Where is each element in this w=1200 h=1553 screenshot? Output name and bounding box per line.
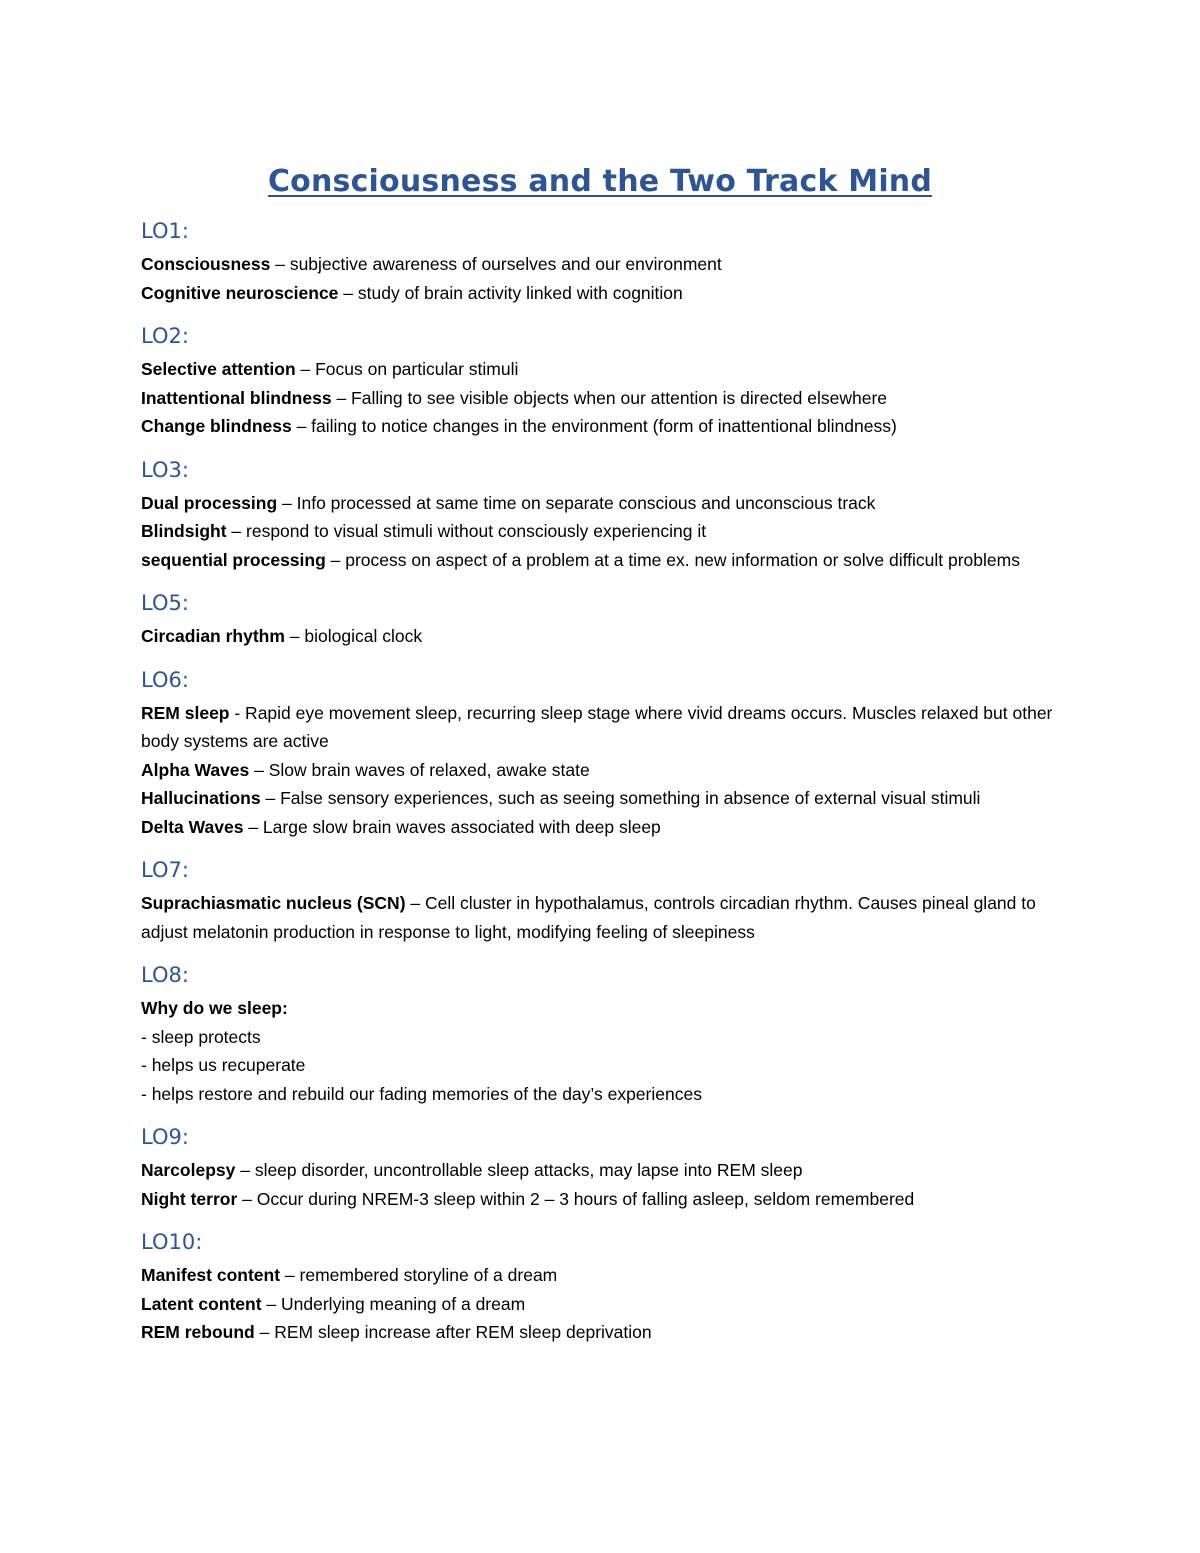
section-lo2 bbox=[141, 317, 1061, 441]
section-heading: LO8: bbox=[141, 963, 189, 987]
entry-definition: – process on aspect of a problem at a time ex. new information or solve difficult problems bbox=[325, 549, 1020, 570]
entry-term: Narcolepsy bbox=[141, 1160, 236, 1180]
section-lo6 bbox=[141, 661, 1061, 842]
section-list bbox=[141, 212, 1061, 1347]
section-lo5 bbox=[141, 584, 1061, 651]
section-lo1 bbox=[141, 212, 1061, 307]
section-heading: LO5: bbox=[141, 591, 189, 615]
section-lo3 bbox=[141, 451, 1061, 575]
definition-entry bbox=[141, 384, 1061, 413]
definition-entry bbox=[141, 699, 1061, 756]
entry-term: Blindsight bbox=[141, 521, 227, 541]
definition-entry bbox=[141, 546, 1061, 575]
section-lo8 bbox=[141, 956, 1061, 1108]
entry-term: Alpha Waves bbox=[141, 759, 250, 780]
entry-definition: - helps restore and rebuild our fading memories of the day’s experiences bbox=[141, 1083, 702, 1104]
entry-definition: – study of brain activity linked with cognition bbox=[338, 282, 683, 303]
section-heading: LO3: bbox=[141, 457, 189, 482]
definition-entry bbox=[141, 813, 1061, 842]
definition-entry bbox=[141, 1261, 1061, 1290]
entry-term: Selective attention bbox=[141, 359, 296, 379]
entry-definition: – Focus on particular stimuli bbox=[295, 359, 519, 379]
entry-definition: – REM sleep increase after REM sleep deprivation bbox=[254, 1322, 652, 1342]
entry-definition: – failing to notice changes in the environment (form of inattentional blindness) bbox=[291, 416, 897, 436]
entry-definition: – Large slow brain waves associated with deep sleep bbox=[243, 816, 661, 837]
entry-definition: – remembered storyline of a dream bbox=[280, 1265, 558, 1285]
section-lo7 bbox=[141, 851, 1061, 946]
definition-entry bbox=[141, 412, 1061, 441]
entry-definition: – Occur during NREM-3 sleep within 2 – 3 hours of falling asleep, seldom remembered bbox=[237, 1188, 915, 1209]
definition-entry bbox=[141, 1023, 1061, 1052]
section-heading: LO2: bbox=[141, 324, 189, 348]
entry-term: Dual processing bbox=[141, 492, 278, 513]
definition-entry bbox=[141, 250, 1061, 279]
entry-definition: - Rapid eye movement sleep, recurring sleep stage where vivid dreams occurs. Muscles relaxed but other body systems are active bbox=[141, 702, 1053, 751]
entry-definition: – False sensory experiences, such as seeing something in absence of external visual stimuli bbox=[260, 788, 981, 808]
entry-definition: – Slow brain waves of relaxed, awake state bbox=[249, 759, 590, 780]
section-heading: LO9: bbox=[141, 1125, 189, 1149]
entry-definition: – subjective awareness of ourselves and our environment bbox=[270, 254, 722, 274]
definition-entry bbox=[141, 756, 1061, 785]
section-heading: LO7: bbox=[141, 858, 189, 882]
entry-definition: - helps us recuperate bbox=[141, 1055, 306, 1075]
definition-entry bbox=[141, 517, 1061, 546]
definition-entry bbox=[141, 279, 1061, 308]
definition-entry bbox=[141, 784, 1061, 813]
entry-term: Night terror bbox=[141, 1188, 238, 1209]
entry-term: Delta Waves bbox=[141, 816, 244, 837]
entry-definition: – Cell cluster in hypothalamus, controls circadian rhythm. Causes pineal gland to adjust melatonin production in response to light, modifying feeling of sleepiness bbox=[141, 893, 1036, 942]
entry-term: Why do we sleep: bbox=[141, 998, 288, 1018]
entry-definition: – Falling to see visible objects when our attention is directed elsewhere bbox=[331, 387, 888, 408]
section-lo10 bbox=[141, 1223, 1061, 1347]
definition-entry bbox=[141, 622, 1061, 651]
definition-entry bbox=[141, 1080, 1061, 1109]
document-body bbox=[141, 160, 1061, 1357]
entry-definition: - sleep protects bbox=[141, 1026, 261, 1047]
entry-term: Inattentional blindness bbox=[141, 387, 332, 408]
entry-term: REM sleep bbox=[141, 702, 230, 723]
entry-term: Suprachiasmatic nucleus (SCN) bbox=[141, 893, 406, 913]
entry-definition: – Info processed at same time on separate conscious and unconscious track bbox=[277, 492, 876, 513]
section-lo9 bbox=[141, 1118, 1061, 1213]
definition-entry bbox=[141, 889, 1061, 946]
document-title: Consciousness and the Two Track Mind bbox=[267, 164, 933, 199]
entry-term: Circadian rhythm bbox=[141, 626, 285, 646]
definition-entry bbox=[141, 1318, 1061, 1347]
entry-term: REM rebound bbox=[141, 1322, 255, 1342]
entry-term: Consciousness bbox=[141, 254, 271, 274]
definition-entry bbox=[141, 355, 1061, 384]
entry-definition: – biological clock bbox=[284, 626, 423, 646]
definition-entry bbox=[141, 1051, 1061, 1080]
definition-entry bbox=[141, 1156, 1061, 1185]
entry-term: sequential processing bbox=[141, 549, 326, 570]
entry-definition: – respond to visual stimuli without consciously experiencing it bbox=[226, 521, 707, 541]
definition-entry bbox=[141, 1290, 1061, 1319]
section-heading: LO6: bbox=[141, 667, 189, 692]
definition-entry bbox=[141, 1185, 1061, 1214]
definition-entry bbox=[141, 489, 1061, 518]
entry-term: Change blindness bbox=[141, 416, 292, 436]
entry-term: Hallucinations bbox=[141, 788, 261, 808]
entry-term: Manifest content bbox=[141, 1265, 281, 1285]
section-heading: LO10: bbox=[141, 1230, 203, 1254]
definition-entry bbox=[141, 994, 1061, 1023]
entry-term: Cognitive neuroscience bbox=[141, 282, 339, 303]
entry-definition: – Underlying meaning of a dream bbox=[261, 1293, 526, 1314]
entry-definition: – sleep disorder, uncontrollable sleep attacks, may lapse into REM sleep bbox=[235, 1160, 803, 1180]
entry-term: Latent content bbox=[141, 1293, 262, 1314]
section-heading: LO1: bbox=[141, 219, 189, 243]
